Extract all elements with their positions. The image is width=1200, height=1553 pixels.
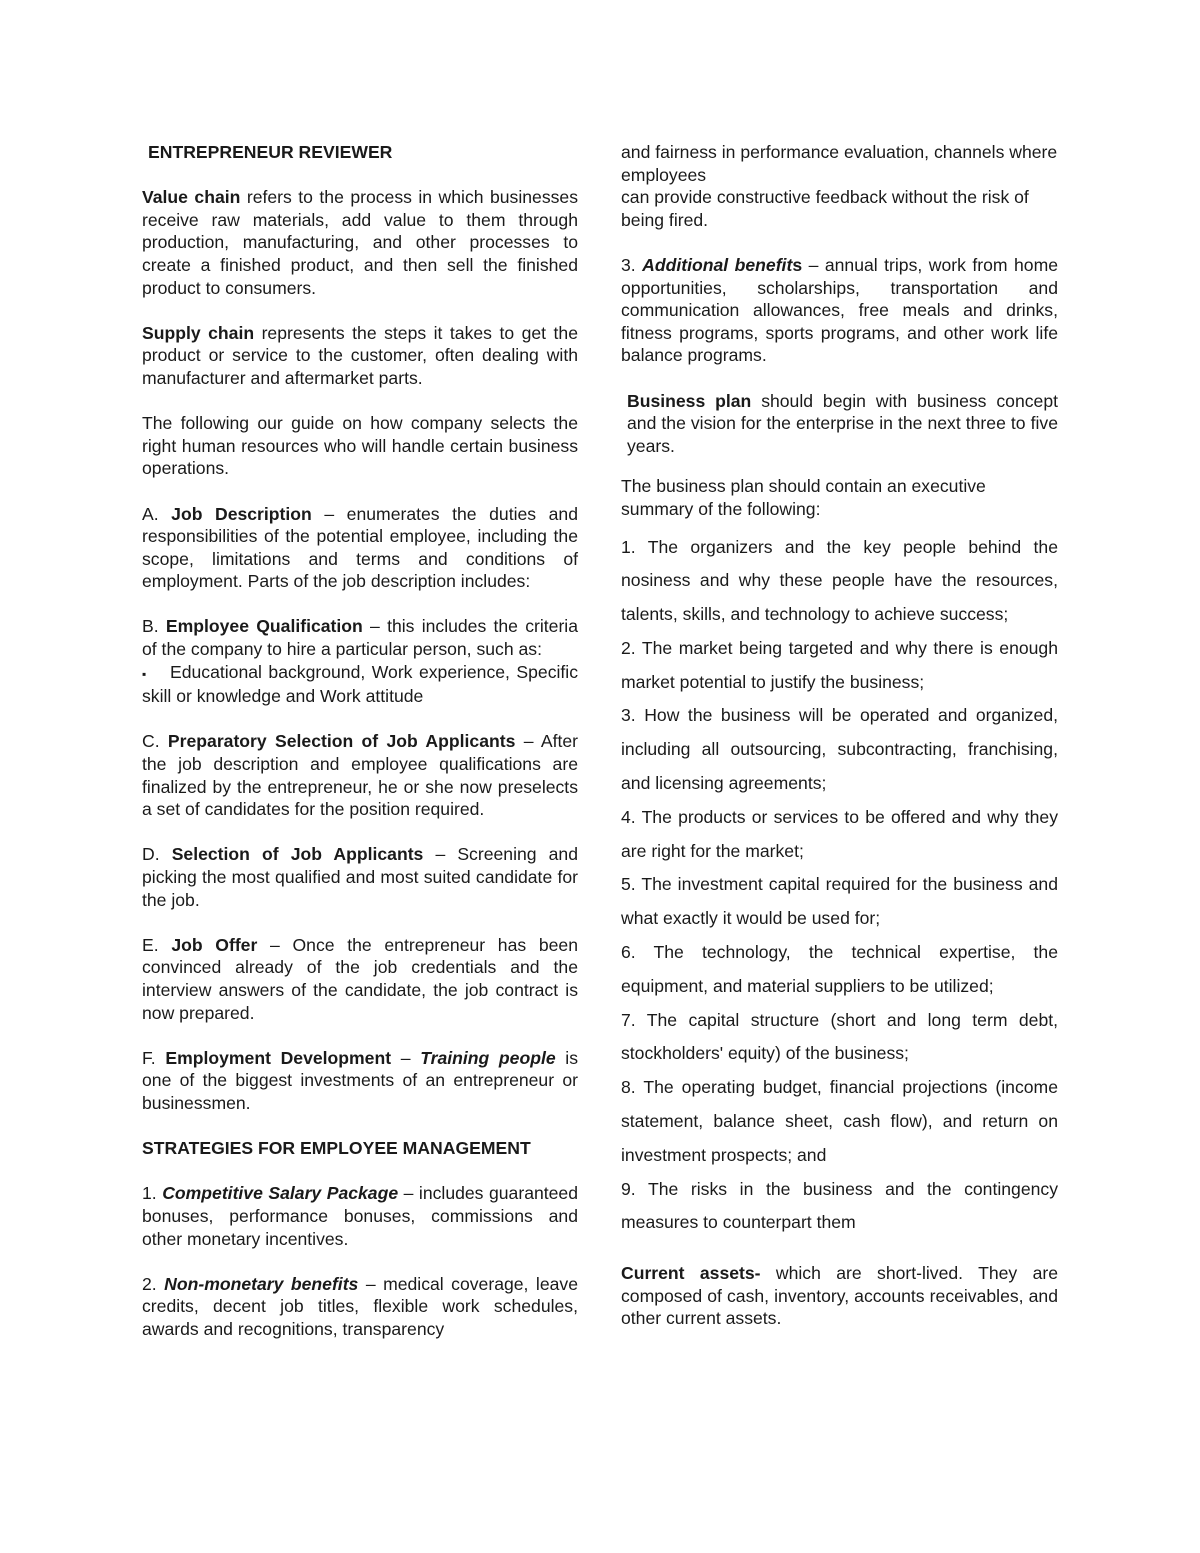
list-item: 1. The organizers and the key people behind the nosiness and why these people have the resources, talents, skills, and technology to achieve success;	[621, 536, 1058, 625]
additional-benefits-prefix: 3.	[621, 254, 643, 275]
strategies-heading	[142, 1137, 578, 1160]
additional-benefits-paragraph	[621, 254, 1058, 367]
job-description-term: Job Description	[171, 503, 312, 524]
salary-paragraph	[142, 1182, 578, 1250]
salary-term: Competitive Salary Package	[162, 1183, 399, 1204]
continuation-line-2: can provide constructive feedback without the risk of being fired.	[621, 187, 1029, 230]
list-item: 4. The products or services to be offered and why they are right for the market;	[621, 806, 1058, 861]
employment-development-term: Employment Development	[165, 1047, 392, 1068]
preparatory-selection-text: – After the job description and employee qualifications are finalized by the entrepreneur, he or she now preselects a set of candidates for the position required.	[142, 731, 578, 820]
selection-term: Selection of Job Applicants	[171, 844, 424, 865]
employee-qualification-text: – this includes the criteria of the company to hire a particular person, such as:	[142, 616, 578, 660]
job-description-prefix: A.	[142, 503, 172, 524]
qualification-bullet-text: Educational background, Work experience, Specific skill or knowledge and Work attitude	[142, 661, 578, 707]
square-bullet-icon: ▪	[142, 666, 147, 681]
nonmonetary-term: Non-monetary benefits	[164, 1273, 359, 1294]
additional-benefits-term: Additional benefit	[642, 254, 793, 275]
training-people-emphasis: Training people	[420, 1047, 556, 1068]
employee-qualification-prefix: B.	[142, 616, 166, 637]
business-plan-term: Business plan	[627, 390, 752, 411]
guide-intro-paragraph: The following our guide on how company selects the right human resources who will handle certain business operations.	[142, 413, 578, 479]
qualification-bullet	[142, 661, 578, 708]
job-description-text: – enumerates the duties and responsibilities of the potential employee, including the scope, limitations and terms and conditions of employment. Parts of the job description includes:	[142, 503, 578, 592]
business-plan-paragraph	[621, 390, 1058, 458]
employee-qualification-term: Employee Qualification	[165, 616, 363, 637]
preparatory-selection-paragraph	[142, 730, 578, 820]
list-item: 5. The investment capital required for the business and what exactly it would be used for;	[621, 874, 1058, 929]
value-chain-text: refers to the process in which businesses receive raw materials, add value to them through production, manufacturing, and other processes to create a finished product, and then sell the finished product to consumers.	[142, 187, 579, 298]
selection-paragraph	[142, 843, 578, 911]
current-assets-text: which are short-lived. They are composed of cash, inventory, accounts receivables, and other current assets.	[621, 1263, 1058, 1329]
job-offer-text: – Once the entrepreneur has been convinced already of the job credentials and the interview answers of the candidate, the job contract is now prepared.	[142, 934, 579, 1023]
job-offer-term: Job Offer	[171, 934, 258, 955]
additional-benefits-suffix: s	[792, 254, 803, 275]
strategies-heading-text: STRATEGIES FOR EMPLOYEE MANAGEMENT	[142, 1138, 531, 1159]
nonmonetary-text: – medical coverage, leave credits, decent job titles, flexible work schedules, awards and recognitions, transparency	[142, 1273, 578, 1339]
employment-development-prefix: F.	[142, 1047, 166, 1068]
employment-development-paragraph	[142, 1047, 578, 1115]
list-item: 3. How the business will be operated and organized, including all outsourcing, subcontracting, franchising, and licensing agreements;	[621, 705, 1058, 794]
business-plan-list	[621, 531, 1058, 1241]
business-plan-text: should begin with business concept and the vision for the enterprise in the next three to five years.	[627, 390, 1058, 456]
list-item: 7. The capital structure (short and long term debt, stockholders' equity) of the business;	[621, 1009, 1058, 1064]
job-description-paragraph	[142, 503, 578, 593]
list-item: 6. The technology, the technical expertise, the equipment, and material suppliers to be utilized;	[621, 942, 1058, 996]
value-chain-paragraph	[142, 186, 578, 299]
document-title: ENTREPRENEUR REVIEWER	[148, 142, 393, 162]
list-item: 9. The risks in the business and the contingency measures to counterpart them	[621, 1178, 1058, 1233]
current-assets-paragraph	[621, 1262, 1058, 1330]
salary-prefix: 1.	[142, 1183, 163, 1204]
job-offer-prefix: E.	[142, 934, 172, 955]
salary-text: – includes guaranteed bonuses, performance bonuses, commissions and other monetary incentives.	[142, 1183, 579, 1249]
supply-chain-term: Supply chain	[142, 322, 255, 343]
supply-chain-paragraph	[142, 322, 578, 390]
continuation-line-1: and fairness in performance evaluation, channels where employees	[621, 142, 1058, 185]
additional-benefits-text: – annual trips, work from home opportunities, scholarships, transportation and communication allowances, free meals and drinks, fitness programs, sports programs, and other work life balance programs.	[621, 254, 1059, 366]
plan-intro-paragraph: The business plan should contain an executive summary of the following:	[621, 476, 986, 519]
employee-qualification-paragraph	[142, 615, 578, 660]
right-column	[621, 141, 1058, 1330]
list-item: 8. The operating budget, financial projections (income statement, balance sheet, cash flow), and return on investment prospects; and	[621, 1077, 1058, 1165]
nonmonetary-paragraph	[142, 1273, 578, 1341]
preparatory-selection-term: Preparatory Selection of Job Applicants	[167, 731, 516, 752]
nonmonetary-prefix: 2.	[142, 1273, 165, 1294]
current-assets-term: Current assets-	[621, 1263, 761, 1284]
employment-development-text: is one of the biggest investments of an entrepreneur or businessmen.	[142, 1047, 579, 1113]
job-offer-paragraph	[142, 934, 578, 1024]
value-chain-term: Value chain	[142, 187, 241, 208]
left-column	[142, 141, 578, 1340]
selection-prefix: D.	[142, 844, 172, 865]
employment-development-dash: –	[391, 1047, 421, 1068]
list-item: 2. The market being targeted and why there is enough market potential to justify the business;	[621, 637, 1058, 692]
preparatory-selection-prefix: C.	[142, 731, 168, 752]
selection-text: – Screening and picking the most qualified and most suited candidate for the job.	[142, 844, 578, 910]
supply-chain-text: represents the steps it takes to get the product or service to the customer, often dealing with manufacturer and aftermarket parts.	[142, 322, 578, 388]
